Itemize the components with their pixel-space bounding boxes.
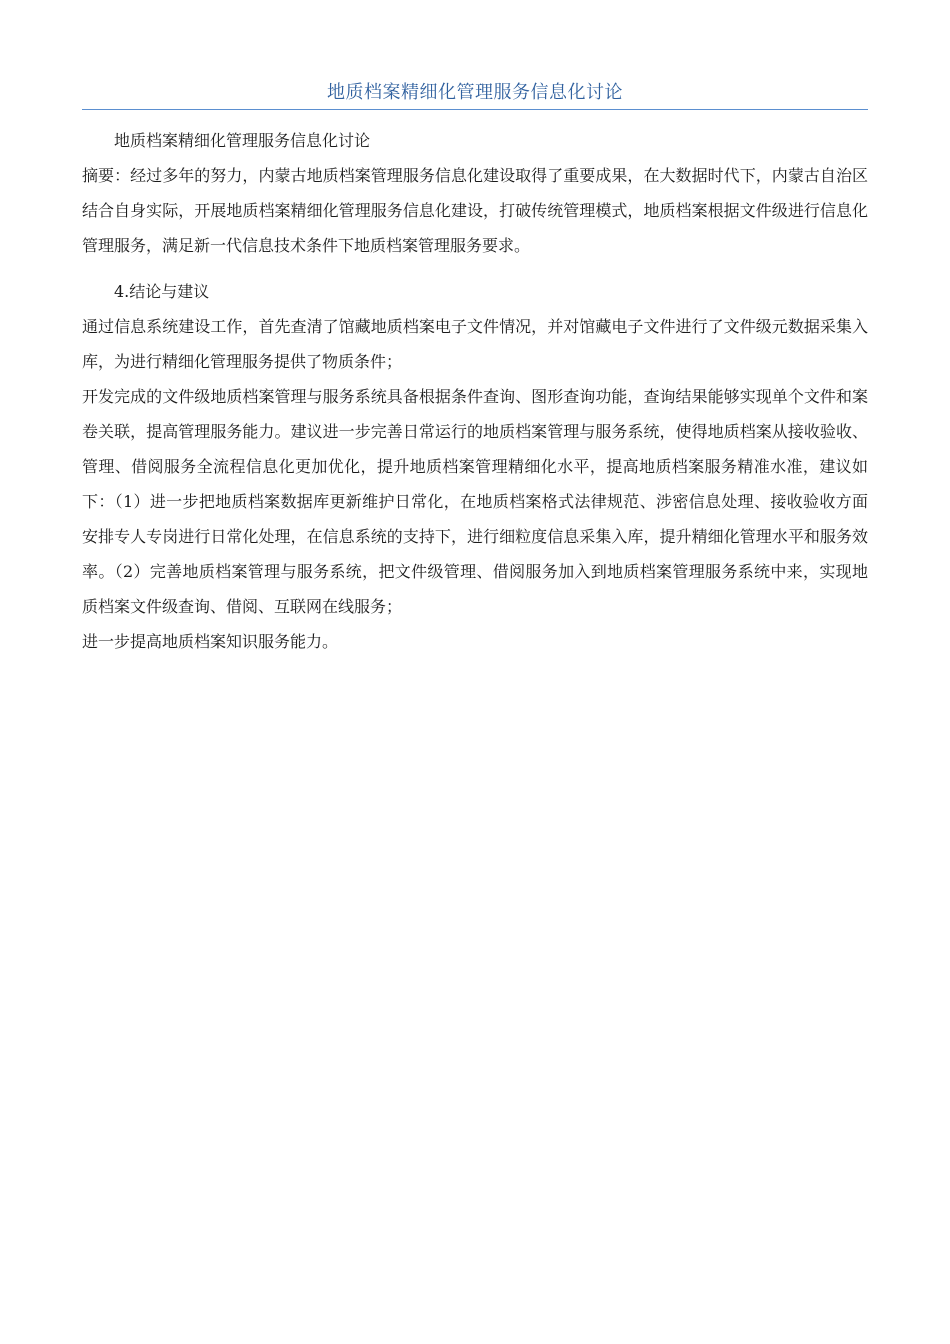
paragraph-1: 通过信息系统建设工作，首先查清了馆藏地质档案电子文件情况，并对馆藏电子文件进行了文件级元数据采集入库，为进行精细化管理服务提供了物质条件；	[82, 317, 868, 371]
document-body	[82, 123, 868, 659]
paragraph-3: 进一步提高地质档案知识服务能力。	[82, 632, 339, 651]
section-heading: 4.结论与建议	[114, 282, 210, 301]
header-divider	[82, 109, 868, 110]
paragraph-2: 开发完成的文件级地质档案管理与服务系统具备根据条件查询、图形查询功能，查询结果能够实现单个文件和案卷关联，提高管理服务能力。建议进一步完善日常运行的地质档案管理与服务系统，使得地质档案从接收验收、管理、借阅服务全流程信息化更加优化，提升地质档案管理精细化水平，提高地质档案服务精准水准，建议如下：（1）进一步把地质档案数据库更新维护日常化，在地质档案格式法律规范、涉密信息处理、接收验收方面安排专人专岗进行日常化处理，在信息系统的支持下，进行细粒度信息采集入库，提升精细化管理水平和服务效率。（2）完善地质档案管理与服务系统，把文件级管理、借阅服务加入到地质档案管理服务系统中来，实现地质档案文件级查询、借阅、互联网在线服务；	[82, 387, 868, 616]
abstract-paragraph: 摘要：经过多年的努力，内蒙古地质档案管理服务信息化建设取得了重要成果，在大数据时代下，内蒙古自治区结合自身实际，开展地质档案精细化管理服务信息化建设，打破传统管理模式，地质档案根据文件级进行信息化管理服务，满足新一代信息技术条件下地质档案管理服务要求。	[82, 166, 868, 255]
body-title: 地质档案精细化管理服务信息化讨论	[114, 131, 371, 150]
page-header-title: 地质档案精细化管理服务信息化讨论	[327, 82, 623, 103]
